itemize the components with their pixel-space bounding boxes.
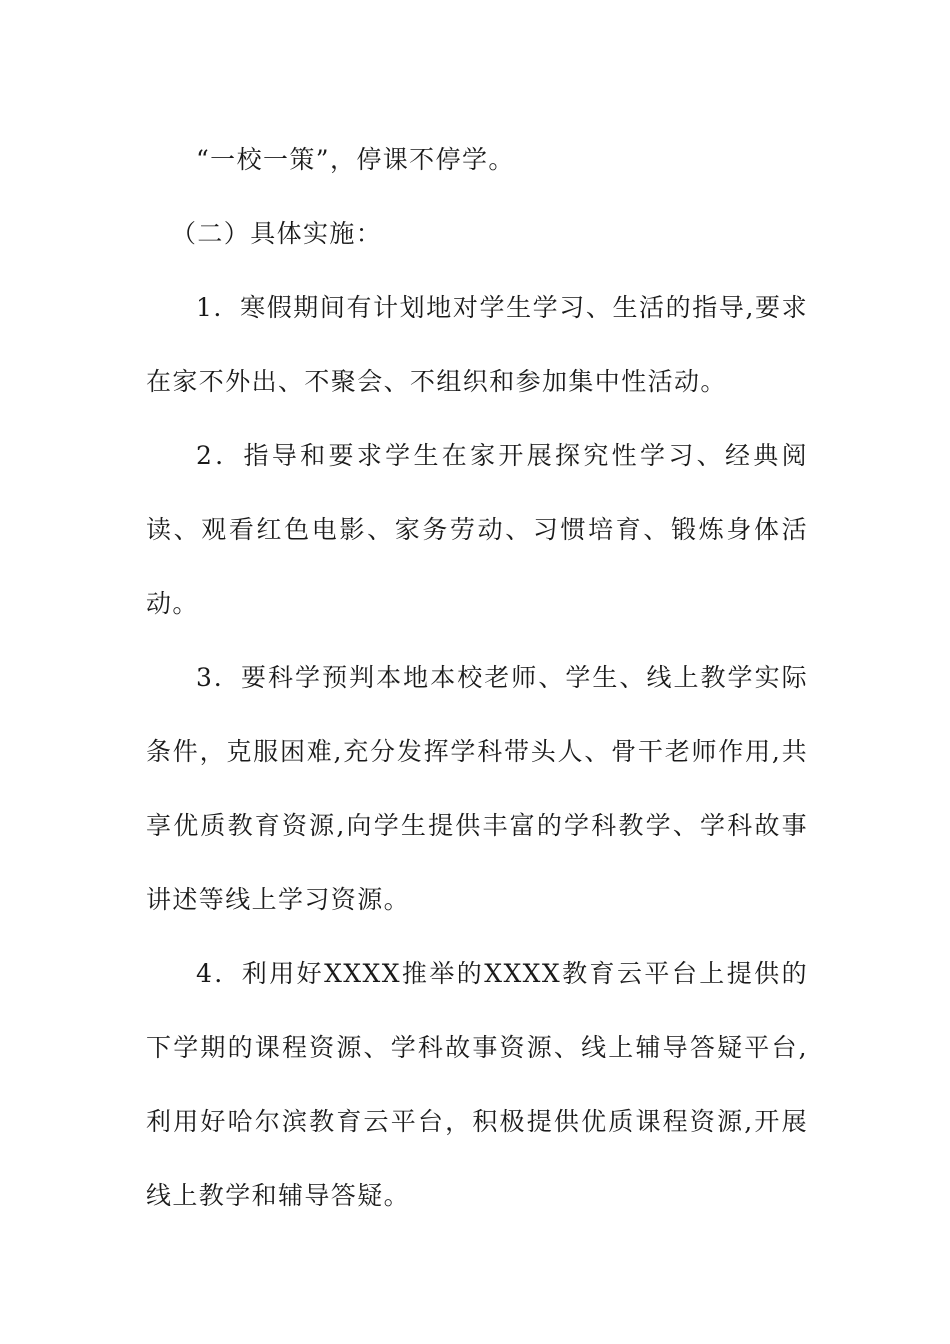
paragraph-item-2: 2．指导和要求学生在家开展探究性学习、经典阅读、观看红色电影、家务劳动、习惯培育、锻炼身体活动。 <box>146 441 808 618</box>
paragraph-continuation: “一校一策”，停课不停学。 <box>196 145 515 174</box>
document-body <box>146 123 808 1233</box>
paragraph-item-3: 3．要科学预判本地本校老师、学生、线上教学实际条件，克服困难,充分发挥学科带头人、骨干老师作用,共享优质教育资源,向学生提供丰富的学科教学、学科故事讲述等线上学习资源。 <box>146 663 808 914</box>
section-heading: （二）具体实施： <box>171 219 383 248</box>
paragraph-item-4: 4．利用好XXXX推举的XXXX教育云平台上提供的下学期的课程资源、学科故事资源、线上辅导答疑平台,利用好哈尔滨教育云平台，积极提供优质课程资源,开展线上教学和辅导答疑。 <box>146 959 808 1210</box>
paragraph-item-1: 1．寒假期间有计划地对学生学习、生活的指导,要求在家不外出、不聚会、不组织和参加集中性活动。 <box>146 293 808 396</box>
